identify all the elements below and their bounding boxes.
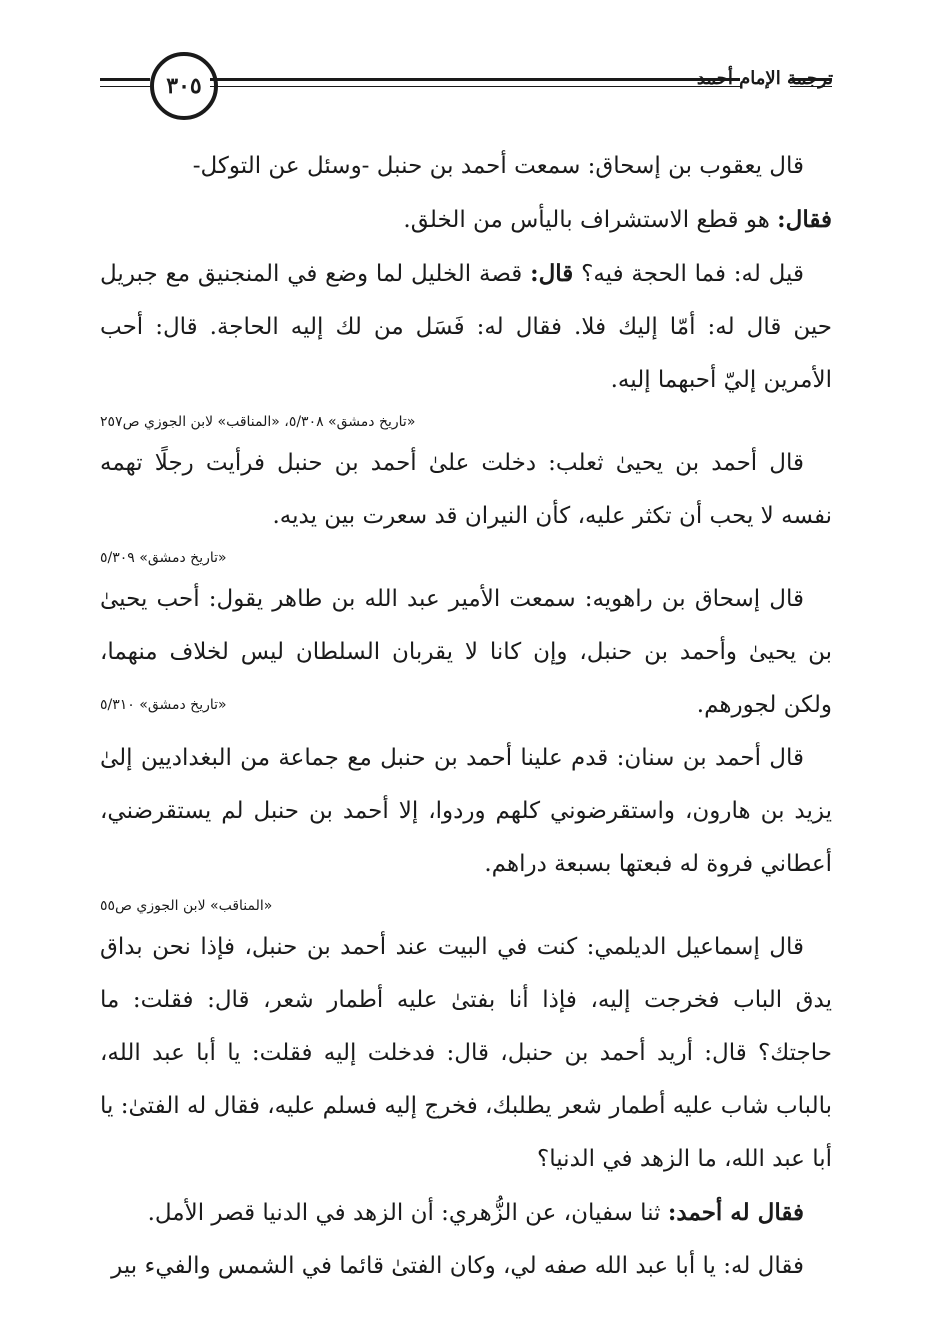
paragraph-text: هو قطع الاستشراف باليأس من الخلق.: [403, 207, 778, 233]
paragraph-text: قال أحمد بن يحيىٰ ثعلب: دخلت علىٰ أحمد بن حنبل فرأيت رجلًا تهمه نفسه لا يحب أن تكثر عليه، كأن النيران قد سعرت بين يديه.: [100, 450, 832, 529]
speaker-label: قال:: [530, 260, 574, 287]
paragraph-text: قيل له: فما الحجة فيه؟: [581, 261, 804, 287]
page-number-badge: [150, 52, 218, 120]
speaker-label: فقال:: [777, 206, 832, 233]
source-citation: «تاريخ دمشق» ٥/٣١٠: [100, 697, 227, 713]
header-rule-right: [790, 78, 832, 87]
paragraph-text: قال يعقوب بن إسحاق: سمعت أحمد بن حنبل -وسئل عن التوكل-: [192, 153, 804, 179]
paragraph: [100, 573, 832, 732]
page-header: [100, 52, 832, 132]
page-body: [100, 140, 832, 1293]
paragraph-text: قصة الخليل لما وضع في المنجنيق مع جبريل حين قال له: أمّا إليك فلا. فقال له: فَسَل من لك إليه الحاجة. قال: أحب الأمرين إليّ أحبهما إليه.: [100, 261, 832, 393]
source-citation: «تاريخ دمشق» ٥/٣٠٩: [100, 550, 227, 566]
paragraph: [100, 732, 832, 891]
paragraph-text: قال إسماعيل الديلمي: كنت في البيت عند أحمد بن حنبل، فإذا نحن بداق يدق الباب فخرجت إليه، فإذا أنا بفتىٰ عليه أطمار شعر، قال: فقلت: ما حاجتك؟ قال: أريد أحمد بن حنبل، قال: فدخلت إليه فقلت: يا أبا عبد الله، بالباب شاب عليه أطمار شعر يطلبك، فخرج إليه فسلم عليه، فقال له الفتىٰ: يا أبا عبد الله، ما الزهد في الدنيا؟: [100, 934, 832, 1172]
paragraph-text: فقال له: يا أبا عبد الله صفه لي، وكان الفتىٰ قائما في الشمس والفيء بير: [111, 1253, 804, 1279]
paragraph: [100, 140, 832, 193]
paragraph: [100, 1186, 832, 1240]
source-citation: «تاريخ دمشق» ٥/٣٠٨، «المناقب» لابن الجوزي ص٢٥٧: [100, 414, 416, 430]
header-rule: [210, 78, 740, 87]
paragraph: [100, 921, 832, 1186]
speaker-label: فقال له أحمد:: [667, 1199, 804, 1226]
paragraph: [100, 247, 832, 407]
paragraph-text: قال إسحاق بن راهويه: سمعت الأمير عبد الله بن طاهر يقول: أحب يحيىٰ بن يحيىٰ وأحمد بن حنبل، وإن كانا لا يقربان السلطان ليس لخلاف منهما، ولكن لجورهم.: [100, 586, 832, 718]
header-rule-left: [100, 78, 150, 87]
source-citation: «المناقب» لابن الجوزي ص٥٥: [100, 898, 273, 914]
paragraph: [100, 1240, 832, 1293]
running-title: ترجمة الإمام أحمد: [696, 68, 834, 89]
paragraph-continuation: [100, 193, 832, 247]
paragraph-text: ثنا سفيان، عن الزُّهري: أن الزهد في الدنيا قصر الأمل.: [147, 1200, 668, 1226]
paragraph: [100, 437, 832, 543]
page-number: ٣٠٥: [166, 73, 202, 99]
paragraph-text: قال أحمد بن سنان: قدم علينا أحمد بن حنبل مع جماعة من البغداديين إلىٰ يزيد بن هارون، واستقرضوني كلهم وردوا، إلا أحمد بن حنبل لم يستقرضني، أعطاني فروة له فبعتها بسبعة دراهم.: [100, 745, 832, 877]
